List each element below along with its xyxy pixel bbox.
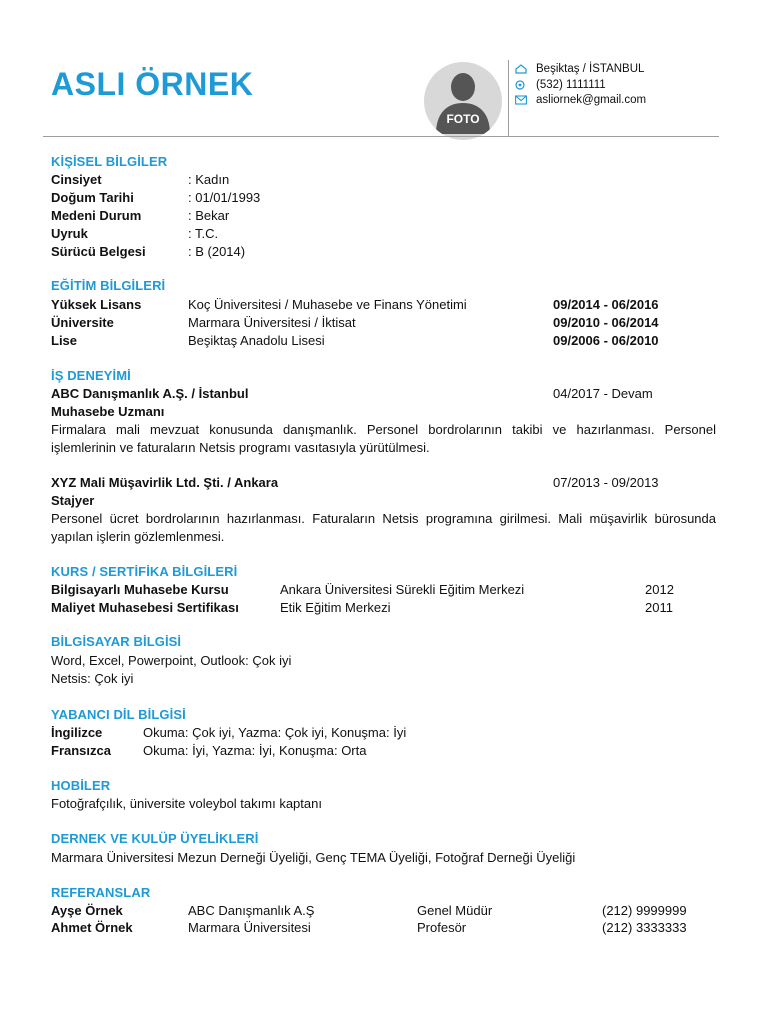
section-title-personal: KİŞİSEL BİLGİLER: [51, 154, 168, 169]
course-year: 2011: [645, 600, 673, 615]
section-title-memberships: DERNEK VE KULÜP ÜYELİKLERİ: [51, 831, 259, 846]
location-text: Beşiktaş / İSTANBUL: [536, 63, 645, 75]
personal-value: : 01/01/1993: [188, 190, 261, 205]
course-name: Bilgisayarlı Muhasebe Kursu: [51, 582, 229, 597]
personal-label: Doğum Tarihi: [51, 190, 134, 205]
hobbies-text: Fotoğrafçılık, üniversite voleybol takımı kaptanı: [51, 796, 322, 811]
reference-phone: (212) 9999999: [602, 903, 687, 918]
personal-value: : Bekar: [188, 208, 230, 223]
home-icon: [515, 64, 527, 74]
computer-skill: Word, Excel, Powerpoint, Outlook: Çok iyi: [51, 653, 292, 668]
reference-name: Ayşe Örnek: [51, 903, 123, 918]
education-level: Üniversite: [51, 315, 114, 330]
phone-icon: [515, 80, 527, 90]
personal-value: : B (2014): [188, 244, 246, 259]
contact-email[interactable]: [515, 94, 646, 106]
education-school: Koç Üniversitesi / Muhasebe ve Finans Yönetimi: [188, 297, 467, 312]
reference-company: Marmara Üniversitesi: [188, 920, 311, 935]
job-company: XYZ Mali Müşavirlik Ltd. Şti. / Ankara: [51, 475, 279, 490]
job-description: Personel ücret bordrolarının hazırlanması. Faturaların Netsis programına girilmesi. Mali müşavirlik bürosunda yapılan işlerin gözlemlenmesi.: [51, 511, 716, 544]
photo-placeholder: [424, 62, 502, 140]
candidate-name: ASLI ÖRNEK: [51, 66, 254, 102]
job-company: ABC Danışmanlık A.Ş. / İstanbul: [51, 386, 249, 401]
memberships-text: Marmara Üniversitesi Mezun Derneği Üyeliği, Genç TEMA Üyeliği, Fotoğraf Derneği Üyeliği: [51, 850, 576, 865]
reference-company: ABC Danışmanlık A.Ş: [188, 903, 315, 918]
personal-label: Medeni Durum: [51, 208, 142, 223]
section-title-references: REFERANSLAR: [51, 885, 151, 900]
phone-text: (532) 1111111: [536, 79, 606, 91]
section-title-hobbies: HOBİLER: [51, 778, 111, 793]
course-institution: Etik Eğitim Merkezi: [280, 600, 391, 615]
computer-skill: Netsis: Çok iyi: [51, 671, 134, 686]
education-dates: 09/2010 - 06/2014: [553, 315, 659, 330]
education-dates: 09/2006 - 06/2010: [553, 333, 659, 348]
section-title-computer: BİLGİSAYAR BİLGİSİ: [51, 634, 182, 649]
personal-label: Uyruk: [51, 226, 88, 241]
job-dates: 04/2017 - Devam: [553, 386, 653, 401]
job-role: Muhasebe Uzmanı: [51, 404, 165, 419]
language-name: Fransızca: [51, 743, 111, 758]
email-text[interactable]: asliornek@gmail.com: [536, 94, 647, 106]
reference-position: Genel Müdür: [417, 903, 493, 918]
personal-label: Sürücü Belgesi: [51, 244, 146, 259]
reference-name: Ahmet Örnek: [51, 920, 133, 935]
section-title-experience: İŞ DENEYİMİ: [51, 368, 131, 383]
job-role: Stajyer: [51, 493, 95, 508]
language-levels: Okuma: İyi, Yazma: İyi, Konuşma: Orta: [143, 743, 367, 758]
photo-label: FOTO: [446, 112, 480, 126]
section-title-education: EĞİTİM BİLGİLERİ: [51, 278, 166, 293]
education-level: Yüksek Lisans: [51, 297, 142, 312]
course-institution: Ankara Üniversitesi Sürekli Eğitim Merkezi: [280, 582, 525, 597]
education-school: Marmara Üniversitesi / İktisat: [188, 315, 356, 330]
reference-phone: (212) 3333333: [602, 920, 687, 935]
education-dates: 09/2014 - 06/2016: [553, 297, 659, 312]
job-description: Firmalara mali mevzuat konusunda danışmanlık. Personel bordrolarının takibi ve hazırlanması. Personel işlemlerinin ve faturaların Netsis programı vasıtasıyla yürütülmesi.: [51, 422, 716, 455]
personal-value: : Kadın: [188, 172, 230, 187]
personal-value: : T.C.: [188, 226, 219, 241]
section-title-courses: KURS / SERTİFİKA BİLGİLERİ: [51, 564, 238, 579]
person-silhouette-icon: [424, 62, 502, 140]
language-levels: Okuma: Çok iyi, Yazma: Çok iyi, Konuşma: İyi: [143, 725, 407, 740]
education-school: Beşiktaş Anadolu Lisesi: [188, 333, 325, 348]
contact-phone: [515, 79, 606, 91]
education-level: Lise: [51, 333, 78, 348]
language-name: İngilizce: [51, 725, 103, 740]
course-name: Maliyet Muhasebesi Sertifikası: [51, 600, 239, 615]
header-horizontal-divider: [43, 136, 719, 137]
contact-location: [515, 63, 644, 75]
personal-label: Cinsiyet: [51, 172, 102, 187]
header-vertical-divider: [508, 60, 509, 136]
envelope-icon: [515, 95, 527, 105]
section-title-languages: YABANCI DİL BİLGİSİ: [51, 707, 186, 722]
job-dates: 07/2013 - 09/2013: [553, 475, 659, 490]
course-year: 2012: [645, 582, 674, 597]
reference-position: Profesör: [417, 920, 467, 935]
